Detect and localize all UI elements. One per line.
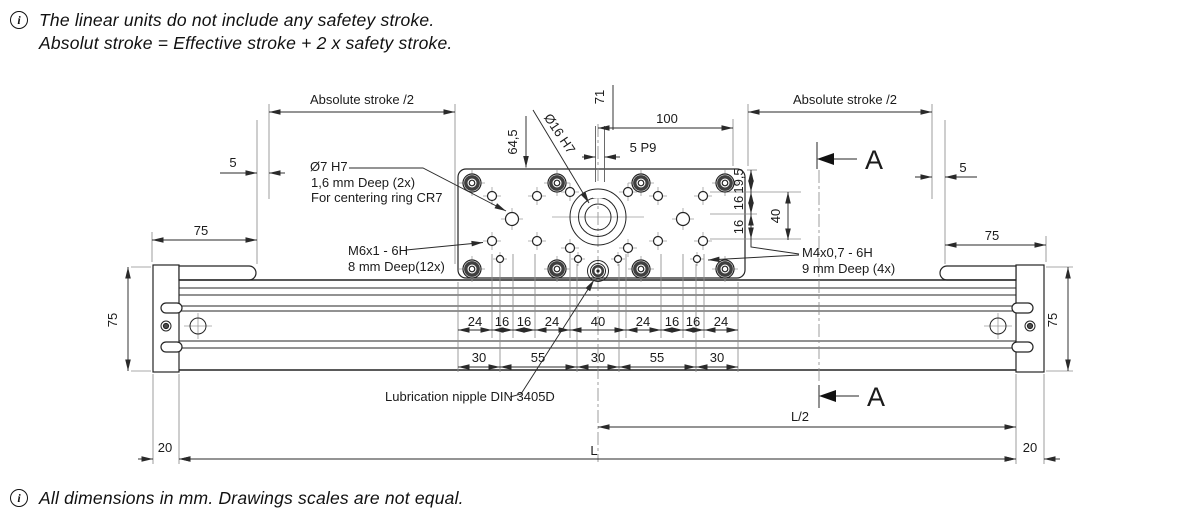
label-dia-7-h7-note1: 1,6 mm Deep (2x) bbox=[311, 175, 416, 190]
label-row1-24-3: 24 bbox=[635, 314, 651, 329]
label-dim-16-b: 16 bbox=[731, 219, 746, 235]
section-arrow-icon bbox=[817, 153, 834, 165]
threaded-hole-m6 bbox=[699, 192, 708, 201]
label-dim-5-p9: 5 P9 bbox=[629, 140, 657, 155]
label-dim-75-side-left: 75 bbox=[105, 312, 120, 328]
label-row2-30-3: 30 bbox=[709, 350, 725, 365]
threaded-hole-m6 bbox=[654, 237, 663, 246]
label-row2-55-1: 55 bbox=[530, 350, 546, 365]
label-m6-thread-line2: 8 mm Deep(12x) bbox=[348, 259, 445, 274]
label-row1-24-1: 24 bbox=[467, 314, 483, 329]
bottom-note bbox=[10, 487, 464, 510]
end-cap-right bbox=[1016, 265, 1044, 372]
threaded-hole-m6 bbox=[533, 192, 542, 201]
label-dim-40: 40 bbox=[768, 208, 783, 224]
label-row1-16-2: 16 bbox=[516, 314, 532, 329]
lubrication-nipple bbox=[588, 261, 609, 282]
threaded-hole-m6 bbox=[488, 237, 497, 246]
t-slot-left-lower bbox=[161, 342, 182, 352]
label-m4-thread-line2: 9 mm Deep (4x) bbox=[802, 261, 896, 276]
label-dim-75-top-left: 75 bbox=[193, 223, 209, 238]
threaded-hole-m4 bbox=[615, 256, 622, 263]
centering-hole bbox=[506, 213, 519, 226]
info-icon: i bbox=[10, 11, 28, 29]
threaded-hole-m6 bbox=[566, 244, 575, 253]
label-row1-40: 40 bbox=[590, 314, 606, 329]
threaded-hole-m6 bbox=[699, 237, 708, 246]
end-cap-left bbox=[153, 265, 179, 372]
threaded-hole-m6 bbox=[566, 188, 575, 197]
threaded-hole-m4 bbox=[694, 256, 701, 263]
label-dim-20-right: 20 bbox=[1022, 440, 1038, 455]
top-note-line2: Absolut stroke = Effective stroke + 2 x safety stroke. bbox=[39, 33, 453, 53]
section-marker-a-top bbox=[817, 142, 857, 169]
label-dim-100: 100 bbox=[656, 111, 678, 126]
label-m4-thread-line1: M4x0,7 - 6H bbox=[802, 245, 873, 260]
threaded-hole-m6 bbox=[624, 244, 633, 253]
extension-lines bbox=[131, 104, 1073, 464]
label-row1-24-2: 24 bbox=[544, 314, 560, 329]
label-dim-20-left: 20 bbox=[157, 440, 173, 455]
t-slot-right-lower bbox=[1012, 342, 1033, 352]
threaded-hole-m4 bbox=[575, 256, 582, 263]
label-dia-7-h7-note2: For centering ring CR7 bbox=[311, 190, 443, 205]
label-row2-55-2: 55 bbox=[649, 350, 665, 365]
label-row1-16-4: 16 bbox=[685, 314, 701, 329]
section-marker-a-bottom bbox=[819, 385, 859, 408]
label-dim-5-left: 5 bbox=[229, 155, 237, 170]
label-dim-l-half: L/2 bbox=[790, 409, 810, 424]
t-slot-right-upper bbox=[1012, 303, 1033, 313]
bottom-note-text: All dimensions in mm. Drawings scales are not equal. bbox=[39, 488, 464, 508]
label-dia-7-h7: Ø7 H7 bbox=[310, 159, 348, 174]
centering-hole bbox=[677, 213, 690, 226]
label-dim-19-5: 19,5 bbox=[731, 168, 746, 194]
label-section-a-top: A bbox=[864, 145, 884, 175]
label-row2-30-1: 30 bbox=[471, 350, 487, 365]
label-row1-16-3: 16 bbox=[664, 314, 680, 329]
label-section-a-bottom: A bbox=[866, 382, 886, 412]
label-row1-24-4: 24 bbox=[713, 314, 729, 329]
label-dim-64-5: 64,5 bbox=[505, 129, 520, 155]
label-m6-thread-line1: M6x1 - 6H bbox=[348, 243, 408, 258]
label-lubrication-label: Lubrication nipple DIN 3405D bbox=[385, 389, 555, 404]
label-dia-16-h7: Ø16 H7 bbox=[540, 110, 579, 157]
mounting-block-left bbox=[179, 266, 256, 280]
label-abs-stroke-left: Absolute stroke /2 bbox=[309, 92, 415, 107]
threaded-hole-m6 bbox=[654, 192, 663, 201]
threaded-hole-m4 bbox=[497, 256, 504, 263]
label-row1-16-1: 16 bbox=[494, 314, 510, 329]
label-dim-71: 71 bbox=[592, 89, 607, 105]
threaded-hole-m6 bbox=[533, 237, 542, 246]
info-icon: i bbox=[10, 489, 28, 507]
threaded-hole-m6 bbox=[624, 188, 633, 197]
label-dim-l: L bbox=[590, 443, 598, 458]
label-row2-30-2: 30 bbox=[590, 350, 606, 365]
top-note-line1: The linear units do not include any safetey stroke. bbox=[39, 10, 435, 30]
label-dim-16-a: 16 bbox=[731, 195, 746, 211]
section-arrow-icon bbox=[819, 390, 836, 402]
label-dim-75-top-right: 75 bbox=[984, 228, 1000, 243]
threaded-hole-m6 bbox=[488, 192, 497, 201]
m4-chain-connector bbox=[751, 239, 799, 254]
label-dim-5-right: 5 bbox=[959, 160, 967, 175]
label-abs-stroke-right: Absolute stroke /2 bbox=[792, 92, 898, 107]
t-slot-left-upper bbox=[161, 303, 182, 313]
label-dim-75-side-right: 75 bbox=[1045, 312, 1060, 328]
mounting-block-right bbox=[940, 266, 1016, 280]
lubrication-leader bbox=[510, 280, 594, 397]
